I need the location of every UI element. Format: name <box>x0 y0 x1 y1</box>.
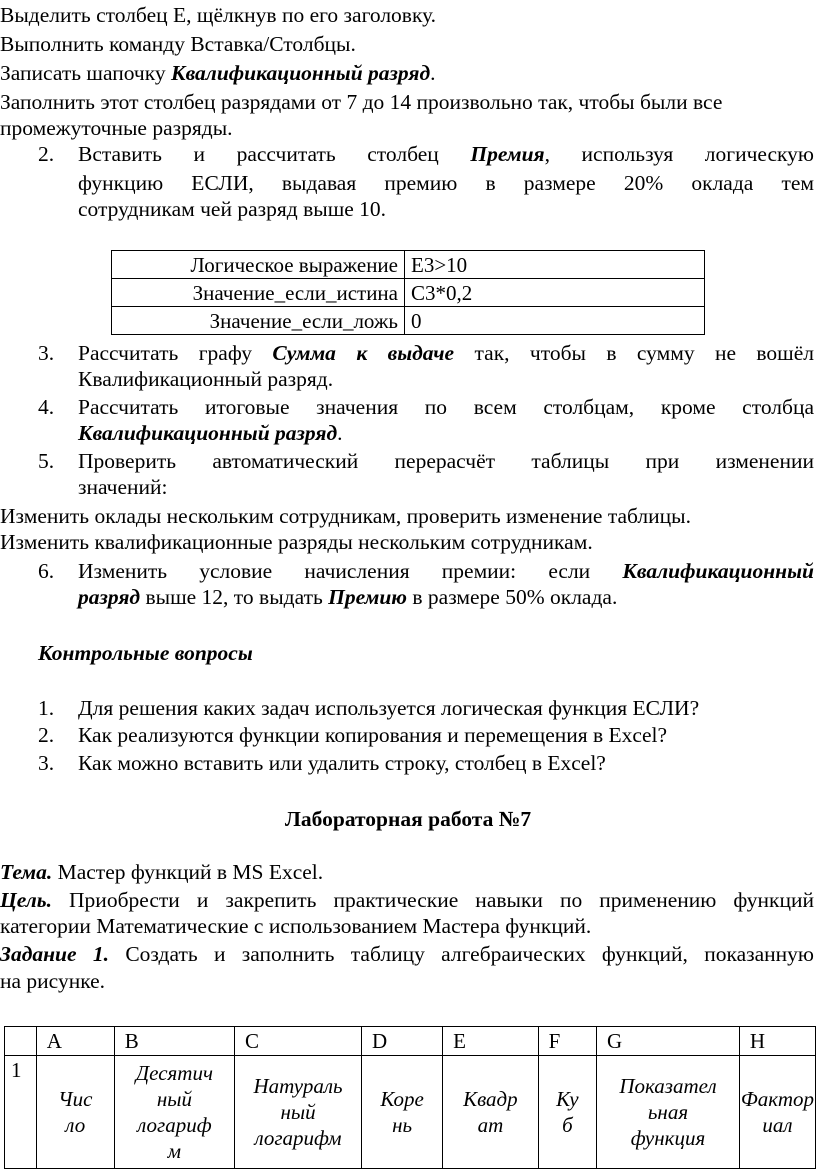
list-item-text: Вставить и рассчитать столбец Премия, используя логическую <box>78 142 814 166</box>
list-item-text: Изменить условие начисления премии: если Квалификационный <box>78 559 814 583</box>
page-title: Лабораторная работа №7 <box>284 807 532 831</box>
column-header: H <box>739 1027 815 1056</box>
text-line: промежуточные разряды. <box>0 116 233 140</box>
table-row <box>5 1056 816 1169</box>
list-number: 5. <box>38 449 55 473</box>
text-line: Задание 1. Создать и заполнить таблицу алгебраических функций, показанную <box>0 942 814 966</box>
text-line: Заполнить этот столбец разрядами от 7 до 14 произвольно так, чтобы были все <box>0 90 723 114</box>
list-item-text: разряд выше 12, то выдать Премию в размере 50% оклада. <box>78 585 618 609</box>
list-item-text: Как реализуются функции копирования и перемещения в Excel? <box>78 723 668 747</box>
list-number: 1. <box>38 696 55 720</box>
list-number: 2. <box>38 723 55 747</box>
text-line: Цель. Приобрести и закрепить практические навыки по применению функций <box>0 888 814 912</box>
column-header-row <box>5 1027 816 1056</box>
corner-cell <box>5 1027 37 1056</box>
table-cell: Значение_если_истина <box>112 279 405 307</box>
table-row <box>112 307 705 335</box>
column-header: A <box>36 1027 114 1056</box>
text-line: на рисунке. <box>0 969 106 993</box>
list-item-text: сотрудникам чей разряд выше 10. <box>78 197 387 221</box>
table-cell: Натураль ный логарифм <box>234 1056 361 1169</box>
table-cell: 0 <box>405 307 705 335</box>
section-heading: Контрольные вопросы <box>38 641 253 665</box>
column-header: E <box>443 1027 539 1056</box>
column-header: B <box>114 1027 234 1056</box>
column-header: F <box>538 1027 596 1056</box>
table-cell: Десятич ный логариф м <box>114 1056 234 1169</box>
list-item-text: Квалификационный разряд. <box>78 421 343 445</box>
list-number: 4. <box>38 395 55 419</box>
table-cell: Коре нь <box>362 1056 443 1169</box>
table-row <box>112 251 705 279</box>
table-row <box>112 279 705 307</box>
list-item-text: значений: <box>78 475 168 499</box>
list-item-text: Для решения каких задач используется логическая функция ЕСЛИ? <box>78 696 700 720</box>
column-header: D <box>362 1027 443 1056</box>
table-cell: Ку б <box>538 1056 596 1169</box>
spreadsheet-table <box>4 1026 816 1169</box>
list-number: 6. <box>38 559 55 583</box>
text-line: Изменить оклады нескольким сотрудникам, проверить изменение таблицы. <box>0 504 691 528</box>
row-number: 1 <box>5 1056 37 1169</box>
table-cell: Логическое выражение <box>112 251 405 279</box>
text-line: категории Математические с использованием Мастера функций. <box>0 914 592 938</box>
text-line: Изменить квалификационные разряды нескольким сотрудникам. <box>0 530 593 554</box>
list-number: 3. <box>38 751 55 775</box>
list-number: 3. <box>38 341 55 365</box>
table-cell: Фактор иал <box>739 1056 815 1169</box>
table-cell: Чис ло <box>36 1056 114 1169</box>
list-item-text: Рассчитать итоговые значения по всем столбцам, кроме столбца <box>78 395 814 419</box>
column-header: G <box>597 1027 740 1056</box>
text-line: Записать шапочку Квалификационный разряд. <box>0 61 436 85</box>
table-cell: Показател ьная функция <box>597 1056 740 1169</box>
table-cell: Квадр ат <box>443 1056 539 1169</box>
list-item-text: Как можно вставить или удалить строку, столбец в Excel? <box>78 751 606 775</box>
list-item-text: функцию ЕСЛИ, выдавая премию в размере 20% оклада тем <box>78 171 814 195</box>
text-line: Выполнить команду Вставка/Столбцы. <box>0 32 356 56</box>
text-line: Тема. Мастер функций в MS Excel. <box>0 860 324 884</box>
list-number: 2. <box>38 142 55 166</box>
text-line: Выделить столбец Е, щёлкнув по его заголовку. <box>0 3 437 27</box>
table-cell: Значение_если_ложь <box>112 307 405 335</box>
table-cell: E3>10 <box>405 251 705 279</box>
list-item-text: Рассчитать графу Сумма к выдаче так, чтобы в сумму не вошёл <box>78 341 815 365</box>
condition-table <box>111 250 705 335</box>
table-cell: C3*0,2 <box>405 279 705 307</box>
column-header: C <box>234 1027 361 1056</box>
list-item-text: Проверить автоматический перерасчёт таблицы при изменении <box>78 449 814 473</box>
list-item-text: Квалификационный разряд. <box>78 367 334 391</box>
